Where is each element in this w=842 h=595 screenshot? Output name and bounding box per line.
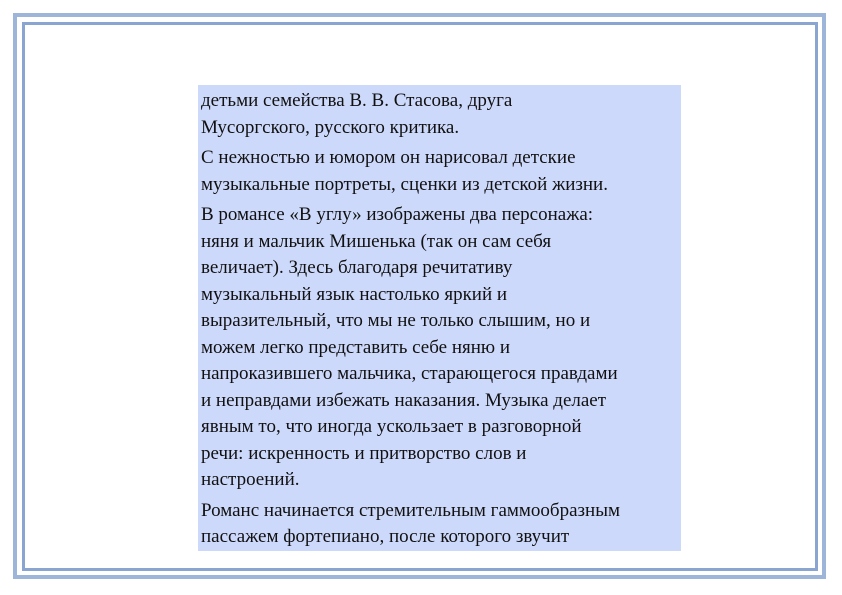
text-line: напроказившего мальчика, старающегося правдами bbox=[201, 363, 618, 384]
text-line: и неправдами избежать наказания. Музыка делает bbox=[201, 389, 607, 411]
text-line: можем легко представить себе няню и bbox=[201, 336, 511, 358]
text-box bbox=[198, 85, 681, 551]
text-line: музыкальный язык настолько яркий и bbox=[201, 283, 508, 305]
text-line: настроений. bbox=[201, 469, 300, 490]
text-line: речи: искренность и притворство слов и bbox=[201, 442, 527, 464]
paragraph-1 bbox=[201, 88, 681, 141]
paragraph-3 bbox=[201, 202, 681, 494]
text-line: няня и мальчик Мишенька (так он сам себя bbox=[201, 230, 552, 252]
text-line: музыкальные портреты, сценки из детской жизни. bbox=[201, 173, 608, 195]
text-line: детьми семейства В. В. Стасова, друга bbox=[201, 90, 513, 111]
text-line: Романс начинается стремительным гаммообразным bbox=[201, 499, 620, 521]
text-line: Мусоргского, русского критика. bbox=[201, 116, 460, 138]
text-line: пассажем фортепиано, после которого звучит bbox=[201, 526, 570, 547]
text-line: В романсе «В углу» изображены два персонажа: bbox=[201, 204, 594, 225]
text-line: выразительный, что мы не только слышим, но и bbox=[201, 310, 591, 331]
paragraph-2 bbox=[201, 145, 681, 198]
text-line: явным то, что иногда ускользает в разговорной bbox=[201, 416, 582, 437]
paragraph-4 bbox=[201, 498, 681, 551]
text-line: величает). Здесь благодаря речитативу bbox=[201, 257, 513, 278]
text-line: С нежностью и юмором он нарисовал детские bbox=[201, 147, 576, 168]
